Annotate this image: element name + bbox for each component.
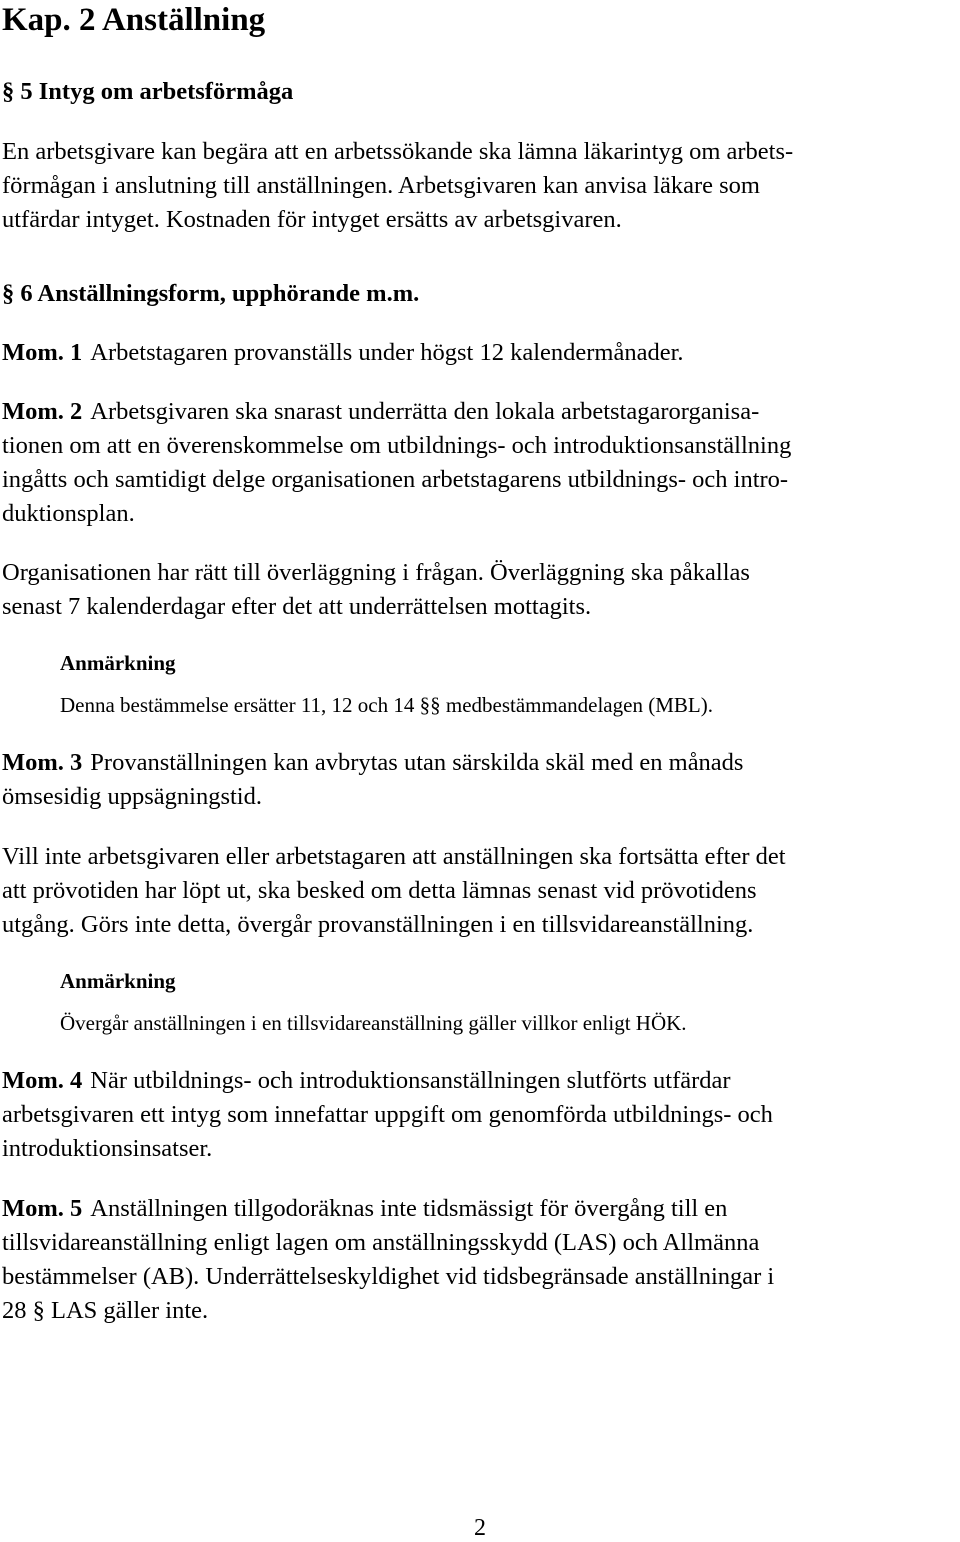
mom-2-paragraph: Organisationen har rätt till överläggning i frågan. Överläggning ska påkallas bbox=[2, 559, 750, 586]
page-number: 2 bbox=[474, 1515, 486, 1541]
mom-3-paragraph: Vill inte arbetsgivaren eller arbetstagaren att anställningen ska fortsätta efter det bbox=[2, 843, 786, 870]
mom-2-line: duktionsplan. bbox=[2, 500, 135, 527]
mom-3-label: Mom. 3 bbox=[2, 749, 83, 776]
mom-5-text: Anställningen tillgodoräknas inte tidsmässigt för övergång till en bbox=[90, 1195, 728, 1222]
mom-3 bbox=[2, 746, 743, 780]
mom-5-line: 28 § LAS gäller inte. bbox=[2, 1297, 209, 1324]
mom-2 bbox=[2, 395, 759, 429]
mom-4-line: arbetsgivaren ett intyg som innefattar uppgift om genomförda utbildnings- och bbox=[2, 1101, 773, 1128]
note-heading: Anmärkning bbox=[60, 969, 176, 993]
mom-2-text: Arbetsgivaren ska snarast underrätta den lokala arbetstagarorganisa- bbox=[90, 398, 760, 425]
mom-4-text: När utbildnings- och introduktionsanställningen slutförts utfärdar bbox=[90, 1067, 731, 1094]
section-6-title: § 6 Anställningsform, upphörande m.m. bbox=[2, 280, 420, 307]
mom-4-line: introduktionsinsatser. bbox=[2, 1135, 213, 1162]
note-text: Denna bestämmelse ersätter 11, 12 och 14 §§ medbestämmandelagen (MBL). bbox=[60, 693, 713, 717]
mom-4 bbox=[2, 1064, 731, 1098]
mom-5 bbox=[2, 1192, 727, 1226]
mom-3-paragraph: att prövotiden har löpt ut, ska besked om detta lämnas senast vid prövotidens bbox=[2, 877, 757, 904]
mom-2-line: tionen om att en överenskommelse om utbildnings- och introduktionsanställning bbox=[2, 432, 792, 459]
mom-1-text: Arbetstagaren provanställs under högst 12 kalendermånader. bbox=[90, 339, 684, 366]
mom-4-label: Mom. 4 bbox=[2, 1067, 83, 1094]
mom-1 bbox=[2, 336, 684, 370]
mom-2-label: Mom. 2 bbox=[2, 398, 83, 425]
mom-2-paragraph: senast 7 kalenderdagar efter det att underrättelsen mottagits. bbox=[2, 593, 592, 620]
mom-5-label: Mom. 5 bbox=[2, 1195, 83, 1222]
mom-3-paragraph: utgång. Görs inte detta, övergår provanställningen i en tillsvidareanställning. bbox=[2, 911, 754, 938]
section-5-line: En arbetsgivare kan begära att en arbetssökande ska lämna läkarintyg om arbets- bbox=[2, 138, 794, 165]
mom-5-line: tillsvidareanställning enligt lagen om anställningsskydd (LAS) och Allmänna bbox=[2, 1229, 760, 1256]
chapter-title: Kap. 2 Anställning bbox=[2, 2, 266, 38]
mom-3-text: Provanställningen kan avbrytas utan särskilda skäl med en månads bbox=[90, 749, 744, 776]
section-5-title: § 5 Intyg om arbetsförmåga bbox=[2, 78, 294, 105]
section-5-line: utfärdar intyget. Kostnaden för intyget ersätts av arbetsgivaren. bbox=[2, 206, 622, 233]
mom-5-line: bestämmelser (AB). Underrättelseskyldighet vid tidsbegränsade anställningar i bbox=[2, 1263, 775, 1290]
note-heading: Anmärkning bbox=[60, 651, 176, 675]
section-5-line: förmågan i anslutning till anställningen. Arbetsgivaren kan anvisa läkare som bbox=[2, 172, 760, 199]
mom-2-line: ingåtts och samtidigt delge organisationen arbetstagarens utbildnings- och intro- bbox=[2, 466, 789, 493]
note-text: Övergår anställningen i en tillsvidareanställning gäller villkor enligt HÖK. bbox=[60, 1011, 687, 1035]
mom-3-line: ömsesidig uppsägningstid. bbox=[2, 783, 262, 810]
mom-1-label: Mom. 1 bbox=[2, 339, 83, 366]
